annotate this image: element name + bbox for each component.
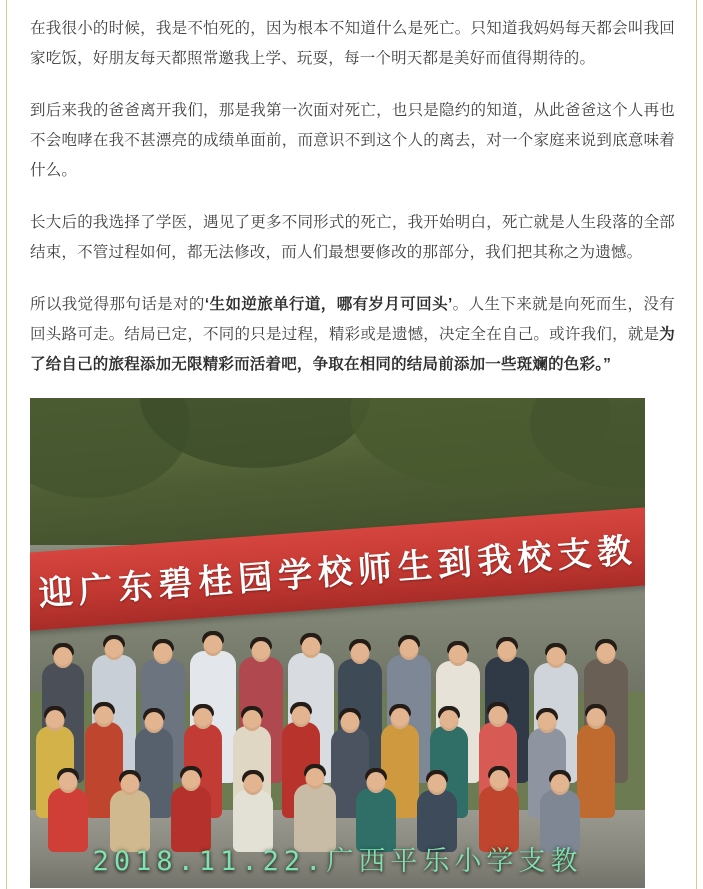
quote-open-mark: ‘ (204, 296, 210, 313)
paragraph-4-bold-tail: 为了给自己的旅程添加无限精彩而活着吧，争取在相同的结局前添加一些斑斓的色彩。 (30, 326, 675, 373)
head (489, 770, 508, 791)
photo-date-stamp: 2018.11.22.广西平乐小学支教 (92, 846, 583, 877)
paragraph-1: 在我很小的时候，我是不怕死的，因为根本不知道什么是死亡。只知道我妈妈每天都会叫我回家吃饭，好朋友每天都照常邀我上学、玩耍，每一个明天都是美好而值得期待的。 (30, 20, 675, 67)
head (120, 774, 139, 795)
head (182, 770, 201, 791)
head (341, 712, 360, 733)
quote-close-mark: ’ (447, 296, 453, 313)
head (203, 635, 222, 656)
head (366, 772, 385, 793)
head (551, 774, 570, 795)
head (302, 637, 321, 658)
head (59, 772, 78, 793)
head (448, 645, 467, 666)
head (242, 710, 261, 731)
head (399, 639, 418, 660)
paragraph-2: 到后来我的爸爸离开我们，那是我第一次面对死亡，也只是隐约的知道，从此爸爸这个人再也不会咆哮在我不甚漂亮的成绩单面前，而意识不到这个人的离去，对一个家庭来说到底意味着什么。 (30, 102, 675, 179)
group-photo (30, 398, 645, 888)
paragraph-4-end-mark: ” (603, 356, 612, 373)
head (243, 774, 262, 795)
head (104, 639, 123, 660)
head (538, 712, 557, 733)
head (54, 647, 73, 668)
right-border-rule (696, 0, 697, 889)
head (390, 708, 409, 729)
head (488, 706, 507, 727)
banner-text: 迎广东碧桂园学校师生到我校支教 (37, 532, 639, 614)
head (596, 643, 615, 664)
head (95, 706, 114, 727)
paragraph-3: 长大后的我选择了学医，遇见了更多不同形式的死亡，我开始明白，死亡就是人生段落的全部结束，不管过程如何，都无法修改，而人们最想要修改的那部分，我们把其称之为遗憾。 (30, 214, 675, 261)
head (350, 643, 369, 664)
head (252, 641, 271, 662)
head (46, 710, 65, 731)
head (144, 712, 163, 733)
head (428, 774, 447, 795)
paragraph-4-lead: 所以我觉得那句话是对的 (30, 296, 205, 313)
head (193, 708, 212, 729)
left-border-rule (6, 0, 7, 889)
highlighted-quote: 生如逆旅单行道，哪有岁月可回头 (209, 296, 448, 313)
head (587, 708, 606, 729)
paragraph-4-middle: 。人生下来就是向死而生，没有回头路可走。结局已定，不同的只是过程，精彩或是遗憾，决定全在自己。或许我们，就是 (30, 296, 675, 343)
article-body (30, 0, 675, 888)
head (498, 641, 517, 662)
head (306, 768, 325, 789)
paragraph-4 (30, 290, 675, 380)
head (439, 710, 458, 731)
head (153, 643, 172, 664)
head (292, 706, 311, 727)
head (547, 647, 566, 668)
